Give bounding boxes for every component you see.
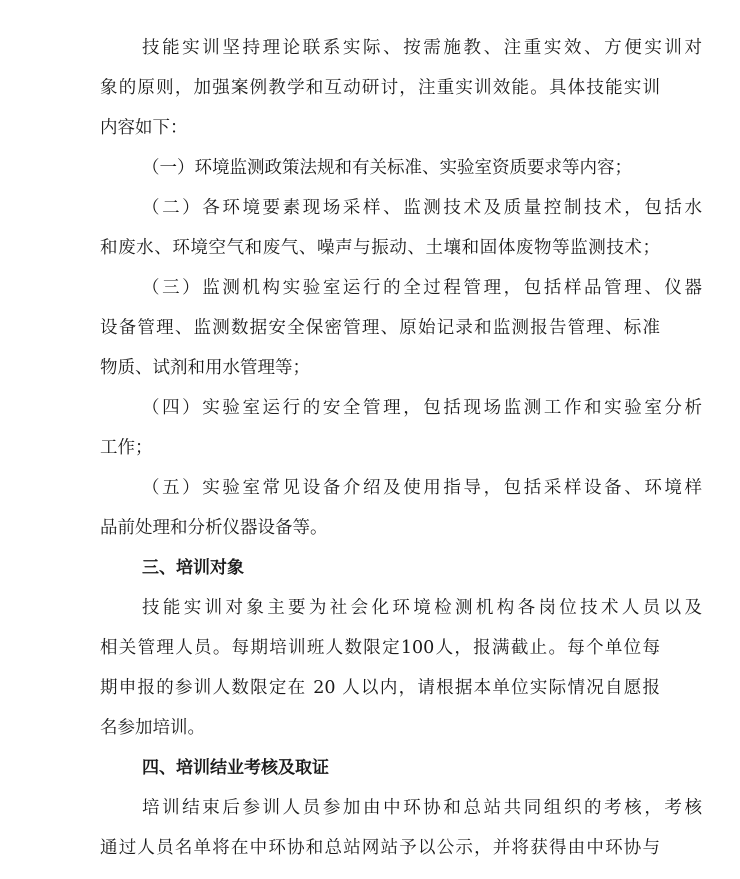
list-item-line: （一）环境监测政策法规和有关标准、实验室资质要求等内容； [142,158,632,178]
list-item-line: （三）监测机构实验室运行的全过程管理，包括样品管理、仪器 [142,278,702,298]
paragraph-line: 培训结束后参训人员参加由中环协和总站共同组织的考核，考核 [142,798,702,818]
paragraph-line: 相关管理人员。每期培训班人数限定100人，报满截止。每个单位每 [100,638,660,658]
section-heading: 四、培训结业考核及取证 [142,758,329,778]
paragraph-line: 象的原则，加强案例教学和互动研讨，注重实训效能。具体技能实训 [100,78,660,98]
list-item-line: 设备管理、监测数据安全保密管理、原始记录和监测报告管理、标准 [100,318,660,338]
list-item-line: （四）实验室运行的安全管理，包括现场监测工作和实验室分析 [142,398,702,418]
list-item-line: （二）各环境要素现场采样、监测技术及质量控制技术，包括水 [142,198,702,218]
list-item-line: （五）实验室常见设备介绍及使用指导，包括采样设备、环境样 [142,478,702,498]
list-item-line: 物质、试剂和用水管理等； [100,358,310,378]
list-item-line: 品前处理和分析仪器设备等。 [100,518,328,538]
paragraph-line: 期申报的参训人数限定在 20 人以内，请根据本单位实际情况自愿报 [100,678,660,698]
section-heading: 三、培训对象 [142,558,244,578]
paragraph-line: 技能实训对象主要为社会化环境检测机构各岗位技术人员以及 [142,598,702,618]
paragraph-line: 通过人员名单将在中环协和总站网站予以公示，并将获得由中环协与 [100,838,660,858]
paragraph-line: 名参加培训。 [100,718,205,738]
list-item-line: 和废水、环境空气和废气、噪声与振动、土壤和固体废物等监测技术； [100,238,660,258]
list-item-line: 工作； [100,438,153,458]
paragraph-line: 技能实训坚持理论联系实际、按需施教、注重实效、方便实训对 [142,38,702,58]
paragraph-line: 内容如下： [100,118,188,138]
